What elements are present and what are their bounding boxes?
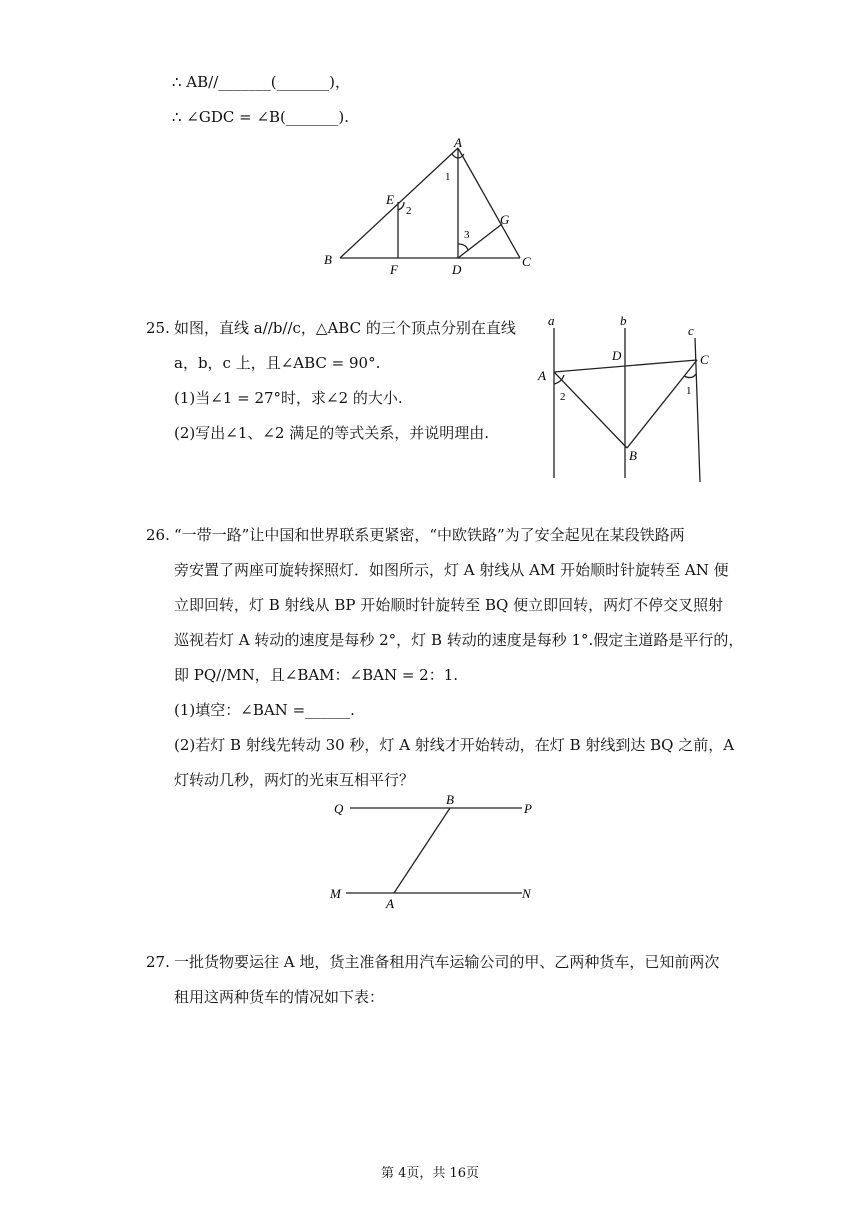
q24-label-A: A	[454, 135, 462, 150]
q26-figure	[328, 792, 542, 910]
q25-sub-2: (2)写出∠1、∠2 满足的等式关系，并说明理由.	[174, 424, 490, 442]
q24-label-E: E	[386, 192, 394, 207]
q24-label-D: D	[452, 262, 462, 276]
q25-label-A: A	[538, 368, 546, 383]
q26-sub-2a: (2)若灯 B 射线先转动 30 秒，灯 A 射线才开始转动，在灯 B 射线到达 BQ 之前，A	[174, 736, 735, 754]
q24-angle-2: 2	[406, 205, 412, 217]
q26-sub-2b: 灯转动几秒，两灯的光束互相平行？	[174, 771, 415, 789]
q27-stem-2: 租用这两种货车的情况如下表：	[174, 988, 385, 1006]
q24-figure	[318, 132, 540, 276]
q26-label-B: B	[446, 792, 454, 807]
q24-conclusion-1: ∴ AB//_______(_______)，	[172, 73, 350, 91]
q25-figure	[534, 312, 720, 488]
q26-stem-2: 旁安置了两座可旋转探照灯．如图所示，灯 A 射线从 AM 开始顺时针旋转至 AN 便	[174, 561, 729, 579]
q26-label-P: P	[524, 801, 532, 816]
q25-stem-1: 如图，直线 a//b//c，△ABC 的三个顶点分别在直线	[174, 319, 516, 337]
q25-label-c: c	[688, 323, 694, 338]
q25-angle-1: 1	[686, 385, 692, 397]
q25-label-C: C	[700, 352, 709, 367]
q25-label-B: B	[629, 448, 637, 463]
q26-number: 26.	[146, 526, 170, 544]
q25-label-a: a	[548, 313, 555, 328]
q25-label-D: D	[612, 348, 622, 363]
q24-angle-3: 3	[464, 229, 470, 241]
q26-stem-3: 立即回转，灯 B 射线从 BP 开始顺时针旋转至 BQ 便立即回转，两灯不停交叉照射	[174, 596, 724, 614]
q26-stem-5: 即 PQ//MN，且∠BAM：∠BAN = 2：1.	[174, 666, 459, 684]
q25-sub-1: (1)当∠1 = 27°时，求∠2 的大小.	[174, 389, 403, 407]
q26-label-N: N	[522, 886, 531, 901]
q26-label-A: A	[386, 896, 394, 910]
q24-conclusion-2: ∴ ∠GDC = ∠B(_______).	[172, 108, 350, 126]
q24-label-C: C	[522, 254, 531, 269]
q25-label-b: b	[620, 313, 627, 328]
q25-stem-2: a，b，c 上，且∠ABC = 90°.	[174, 354, 381, 372]
q26-label-M: M	[330, 886, 341, 901]
q25-number: 25.	[146, 319, 170, 337]
q26-sub-1: (1)填空：∠BAN =______.	[174, 701, 355, 719]
q27-stem-1: 一批货物要运往 A 地，货主准备租用汽车运输公司的甲、乙两种货车，已知前两次	[174, 953, 720, 971]
q26-label-Q: Q	[334, 801, 344, 816]
q24-label-B: B	[324, 252, 332, 267]
q24-label-G: G	[500, 212, 510, 227]
q24-angle-1: 1	[445, 171, 451, 183]
q26-stem-4: 巡视若灯 A 转动的速度是每秒 2°，灯 B 转动的速度是每秒 1°.假定主道路是平行的，	[174, 631, 744, 649]
page-footer: 第 4页，共 16页	[380, 1166, 480, 1181]
q25-angle-2: 2	[560, 391, 566, 403]
q24-label-F: F	[390, 262, 398, 276]
q27-number: 27.	[146, 953, 170, 971]
q26-stem-1: “一带一路”让中国和世界联系更紧密，“中欧铁路”为了安全起见在某段铁路两	[174, 526, 685, 544]
